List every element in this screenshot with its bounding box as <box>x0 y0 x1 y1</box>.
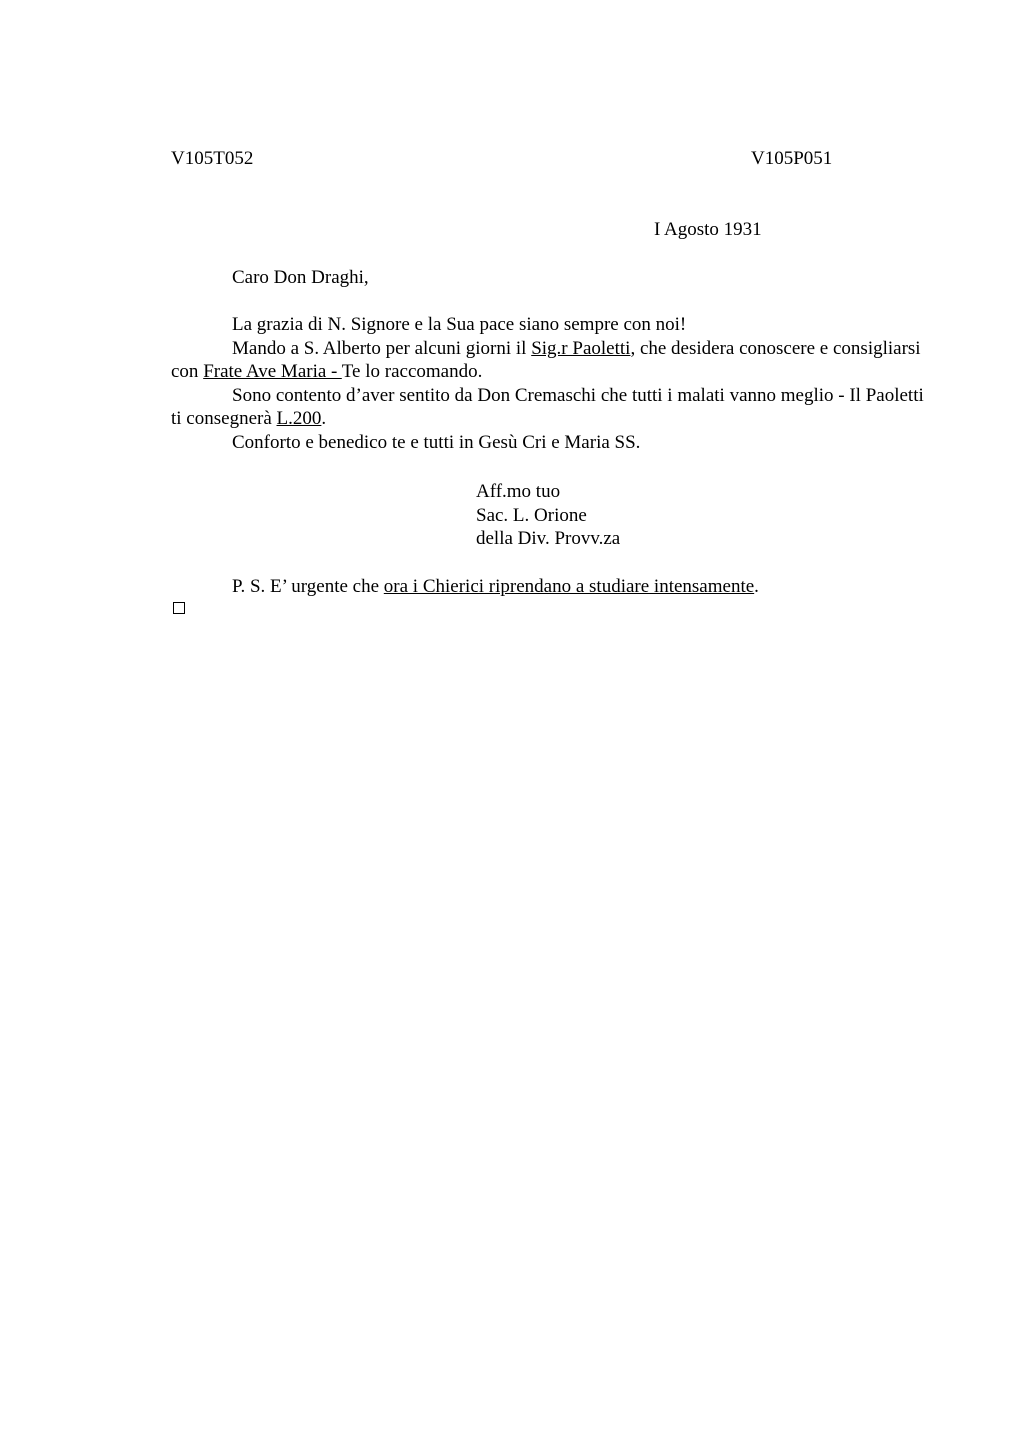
document-code-right: V105P051 <box>751 148 833 169</box>
underlined-name-paoletti: Sig.r Paoletti <box>531 337 631 359</box>
signature-line-1: Aff.mo tuo <box>476 481 561 502</box>
postscript-text-c: . <box>754 576 759 597</box>
postscript <box>232 575 759 599</box>
paragraph-4: Conforto e benedico te e tutti in Gesù Cri e Maria SS. <box>232 431 641 453</box>
postscript-underlined: ora i Chierici riprendano a studiare intensamente <box>383 576 755 597</box>
postscript-text-a: P. S. E’ urgente che <box>232 576 384 597</box>
letter-body <box>171 313 931 454</box>
letter-date: I Agosto 1931 <box>654 219 762 240</box>
paragraph-3 <box>171 384 931 431</box>
paragraph-2 <box>171 337 931 384</box>
paragraph-3-text-a: Sono contento d’aver sentito da Don Cremaschi che tutti i malati vanno meglio - Il Paoletti ti consegnerà <box>171 384 924 429</box>
paragraph-3-text-c: . <box>321 408 327 429</box>
letter-salutation: Caro Don Draghi, <box>232 267 369 288</box>
underlined-name-frate: Frate Ave Maria - <box>203 361 342 382</box>
paragraph-2-text-c: , che desidera conoscere e consigliarsi con <box>171 337 921 382</box>
letter-signature <box>476 480 620 551</box>
signature-line-3: della Div. Provv.za <box>476 528 621 549</box>
underlined-amount: L.200 <box>276 408 322 429</box>
signature-line-2: Sac. L. Orione <box>476 504 587 526</box>
document-code-left: V105T052 <box>171 148 254 169</box>
paragraph-2-text-a: Mando a S. Alberto per alcuni giorni il <box>232 337 532 359</box>
paragraph-2-text-e: Te lo raccomando. <box>341 361 483 382</box>
square-box-icon <box>173 602 185 614</box>
paragraph-1: La grazia di N. Signore e la Sua pace siano sempre con noi! <box>232 314 687 335</box>
